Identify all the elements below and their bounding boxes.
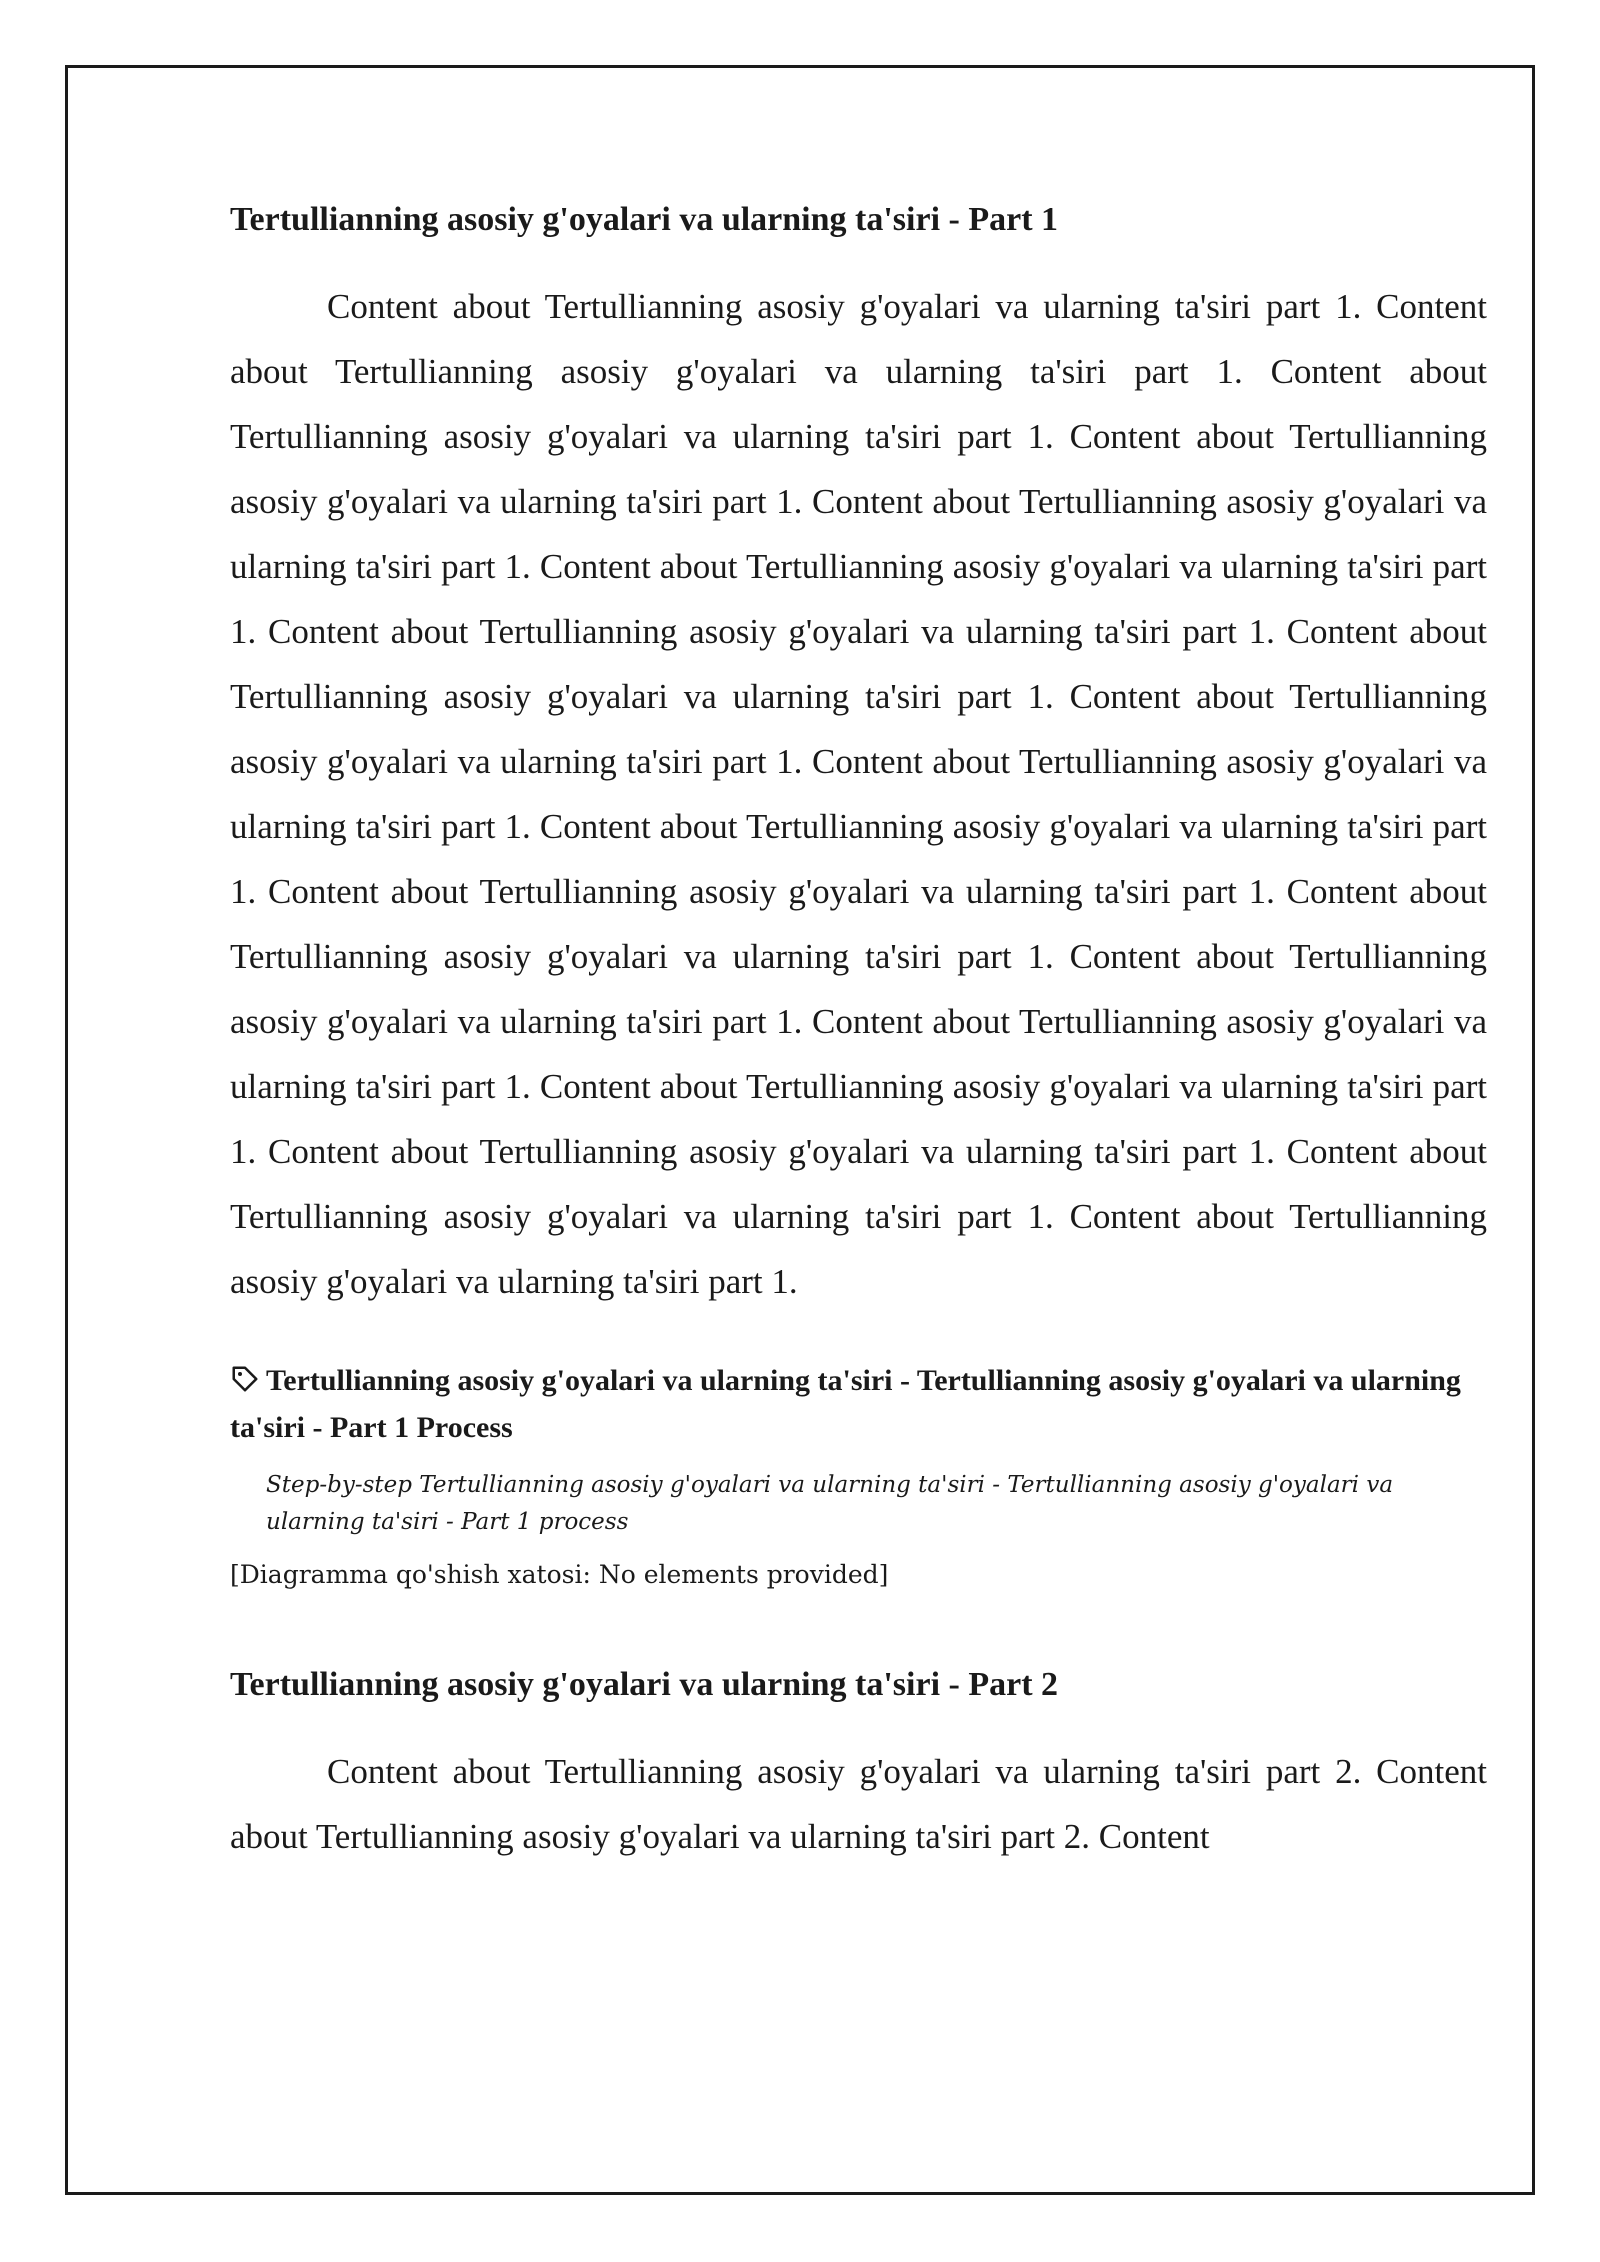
section-1-paragraph: Content about Tertullianning asosiy g'oyalari va ularning ta'siri part 1. Content about Tertullianning asosiy g'oyalari va ularning ta'siri part 1. Content about Tertullianning asosiy g'oyalari va ularning ta'siri part 1. Content about Tertullianning asosiy g'oyalari va ularning ta'siri part 1. Content about Tertullianning asosiy g'oyalari va ularning ta'siri part 1. Content about Tertullianning asosiy g'oyalari va ularning ta'siri part 1. Content about Tertullianning asosiy g'oyalari va ularning ta'siri part 1. Content about Tertullianning asosiy g'oyalari va ularning ta'siri part 1. Content about Tertullianning asosiy g'oyalari va ularning ta'siri part 1. Content about Tertullianning asosiy g'oyalari va ularning ta'siri part 1. Content about Tertullianning asosiy g'oyalari va ularning ta'siri part 1. Content about Tertullianning asosiy g'oyalari va ularning ta'siri part 1. Content about Tertullianning asosiy g'oyalari va ularning ta'siri part 1. Content about Tertullianning asosiy g'oyalari va ularning ta'siri part 1. Content about Tertullianning asosiy g'oyalari va ularning ta'siri part 1. Content about Tertullianning asosiy g'oyalari va ularning ta'siri part 1. Content about Tertullianning asosiy g'oyalari va ularning ta'siri part 1. Content about Tertullianning asosiy g'oyalari va ularning ta'siri part 1. Content about Tertullianning asosiy g'oyalari va ularning ta'siri part 1. <box>230 287 1487 1301</box>
section-2-paragraph: Content about Tertullianning asosiy g'oyalari va ularning ta'siri part 2. Content about Tertullianning asosiy g'oyalari va ularning ta'siri part 2. Content <box>230 1752 1487 1856</box>
diagram-title-text: Tertullianning asosiy g'oyalari va ularning ta'siri - Tertullianning asosiy g'oyalari va ularning ta'siri - Part 1 Process <box>230 1364 1461 1444</box>
document-body <box>230 196 1487 1869</box>
diagram-title <box>230 1359 1487 1449</box>
diagram-caption: Step-by-step Tertullianning asosiy g'oyalari va ularning ta'siri - Tertullianning asosiy g'oyalari va ularning ta'siri - Part 1 process <box>266 1472 1394 1535</box>
section-1-heading: Tertullianning asosiy g'oyalari va ularning ta'siri - Part 1 <box>230 201 1059 238</box>
diagram-error-message: [Diagramma qo'shish xatosi: No elements provided] <box>230 1560 889 1589</box>
tag-icon <box>230 1363 260 1406</box>
section-2-heading: Tertullianning asosiy g'oyalari va ularning ta'siri - Part 2 <box>230 1666 1059 1703</box>
